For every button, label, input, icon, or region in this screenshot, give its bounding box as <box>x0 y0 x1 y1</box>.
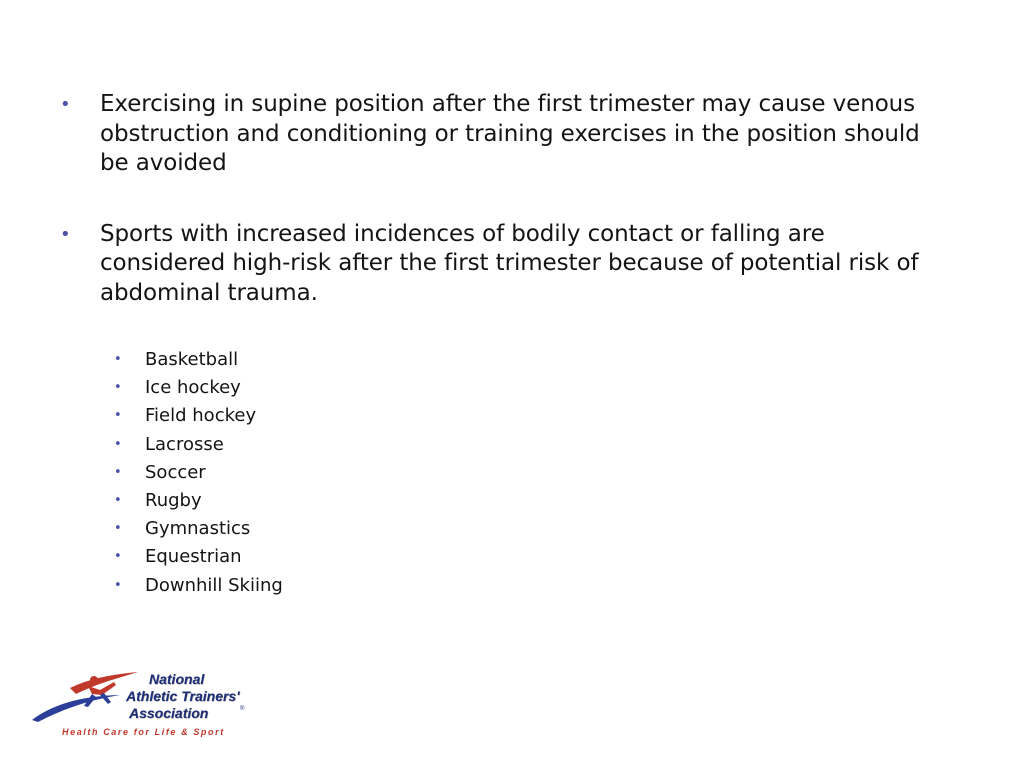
logo-line-athletic-trainers: Athletic Trainers' <box>126 688 240 704</box>
list-item <box>114 459 283 487</box>
sport-name: Rugby <box>145 490 202 512</box>
sport-name: Equestrian <box>145 546 242 568</box>
bullet-icon: • <box>114 380 122 396</box>
sports-list <box>114 346 283 600</box>
list-item <box>114 402 283 430</box>
bullet-icon: • <box>114 521 122 537</box>
bullet-icon: • <box>114 436 122 452</box>
bullet-item-supine <box>56 90 956 179</box>
list-item <box>114 487 283 515</box>
list-item <box>114 346 283 374</box>
bullet-icon: • <box>114 577 122 593</box>
registered-mark: ® <box>240 706 245 712</box>
list-item <box>114 515 283 543</box>
sport-name: Lacrosse <box>145 433 224 455</box>
bullet-text: Sports with increased incidences of bodily contact or falling are considered high-risk after the first trimester because of potential risk of abdominal trauma. <box>100 220 919 306</box>
bullet-icon: • <box>114 464 122 480</box>
bullet-text: Exercising in supine position after the first trimester may cause venous obstruction and conditioning or training exercises in the position should be avoided <box>100 91 920 176</box>
nata-logo <box>30 668 300 742</box>
logo-line-national: National <box>149 671 205 687</box>
logo-line-association: Association <box>129 705 209 721</box>
bullet-icon: • <box>114 549 122 565</box>
bullet-icon: • <box>114 493 122 509</box>
list-item <box>114 374 283 402</box>
bullet-icon: • <box>60 94 71 115</box>
list-item <box>114 543 283 571</box>
bullet-icon: • <box>60 223 71 245</box>
main-bullet-list <box>56 90 956 308</box>
sport-name: Downhill Skiing <box>145 574 283 596</box>
list-item <box>114 431 283 459</box>
slide-content <box>56 90 956 349</box>
sport-name: Soccer <box>145 461 206 483</box>
sport-name: Basketball <box>145 349 239 370</box>
sport-name: Ice hockey <box>145 377 241 399</box>
sport-name: Gymnastics <box>145 518 251 540</box>
bullet-icon: • <box>114 408 122 424</box>
sport-name: Field hockey <box>145 405 257 427</box>
logo-tagline: Health Care for Life & Sport <box>62 727 225 737</box>
bullet-icon: • <box>114 352 122 367</box>
list-item <box>114 572 283 600</box>
bullet-item-sports-risk <box>56 220 956 309</box>
